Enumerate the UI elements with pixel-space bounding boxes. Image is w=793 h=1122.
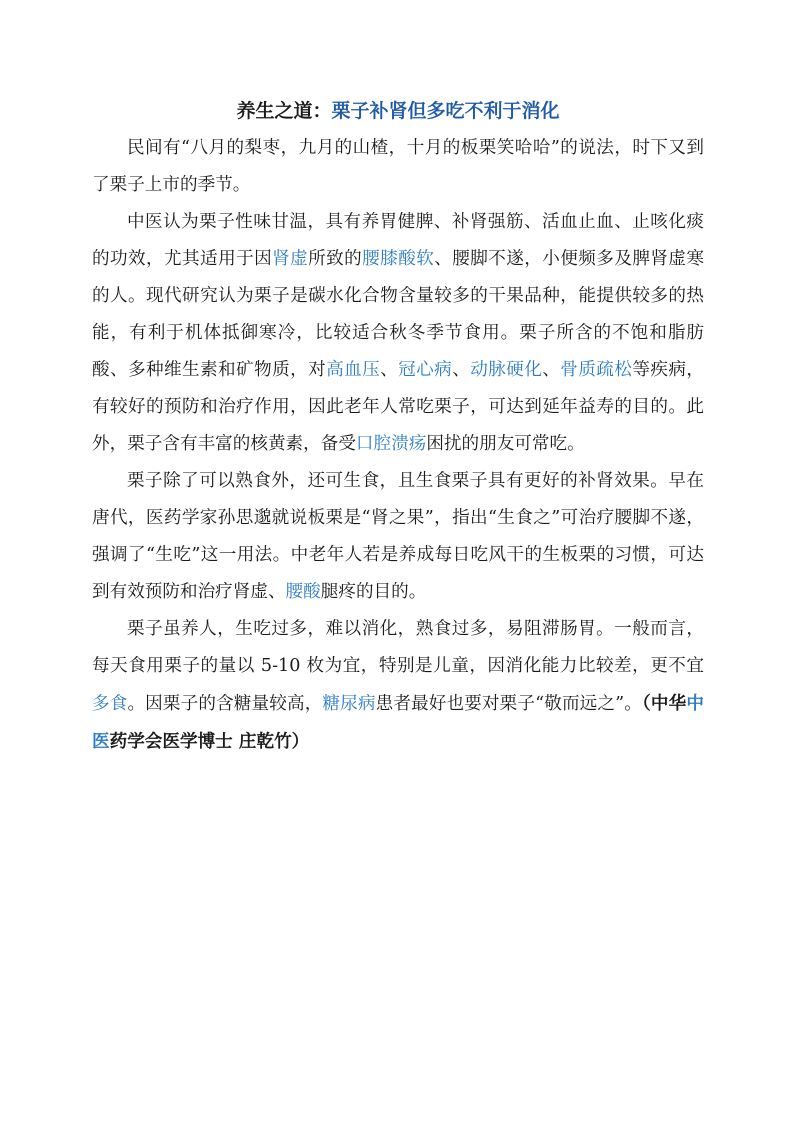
- paragraph: [92, 130, 704, 204]
- body-text: 所致的: [308, 249, 363, 269]
- body-text: 、腰脚不遂，小便频多及脾肾虚寒的人。现代研究认为栗子是碳水化合物含量较多的干果品种，能提供较多的热能，有利于机体抵御寒冷，比较适合秋冬季节食用。栗子所含的不饱和脂肪酸、多种维生素和矿物质，对: [92, 249, 704, 380]
- author-credit-text: 药学会医学博士 庄乾竹）: [109, 731, 310, 752]
- body-text: 等疾病，有较好的预防和治疗作用，因此老年人常吃栗子，可达到延年益寿的目的。此外，栗子含有丰富的核黄素，备受: [92, 360, 704, 454]
- article-body: [92, 130, 704, 761]
- keyword-link[interactable]: 腰膝酸软: [362, 249, 435, 269]
- body-text: 栗子虽养人，生吃过多，难以消化，熟食过多，易阻滞肠胃。一般而言，每天食用栗子的量以 5-10 枚为宜，特别是儿童，因消化能力比较差，更不宜: [92, 619, 704, 676]
- paragraph: [92, 463, 704, 611]
- body-text: 民间有“八月的梨枣，九月的山楂，十月的板栗笑哈哈”的说法，时下又到了栗子上市的季节。: [92, 138, 704, 195]
- keyword-link[interactable]: 腰酸: [285, 582, 321, 602]
- title-prefix: 养生之道：: [236, 100, 332, 122]
- author-credit-text: （中华: [641, 693, 687, 714]
- title-highlight: 栗子补肾但多吃不利于消化: [331, 100, 560, 122]
- body-text: 腿疼的目的。: [320, 582, 427, 602]
- keyword-link[interactable]: 糖尿病: [322, 694, 376, 714]
- keyword-link[interactable]: 口腔溃疡: [355, 434, 427, 454]
- keyword-link[interactable]: 中医: [92, 693, 704, 752]
- body-text: 栗子除了可以熟食外，还可生食，且生食栗子具有更好的补肾效果。早在唐代，医药学家孙思邈就说板栗是“肾之果”，指出“生食之”可治疗腰脚不遂，强调了“生吃”这一用法。中老年人若是养成每日吃风干的生板栗的习惯，可达到有效预防和治疗肾虚、: [92, 471, 704, 602]
- paragraph: [92, 204, 704, 463]
- body-text: 中医认为栗子性味甘温，具有养胃健脾、补肾强筋、活血止血、止咳化痰的功效，尤其适用于因: [92, 212, 704, 269]
- keyword-link[interactable]: 高血压: [326, 360, 381, 380]
- keyword-link[interactable]: 肾虚: [272, 249, 309, 269]
- article-title: [92, 92, 704, 130]
- document-page: [92, 92, 704, 761]
- keyword-link[interactable]: 骨质疏松: [560, 360, 633, 380]
- keyword-link[interactable]: 冠心病: [398, 360, 453, 380]
- body-text: 、: [380, 360, 399, 380]
- body-text: 。因栗子的含糖量较高，: [127, 694, 323, 714]
- keyword-link[interactable]: 多食: [92, 694, 128, 714]
- keyword-link[interactable]: 动脉硬化: [470, 360, 543, 380]
- paragraph: [92, 611, 704, 761]
- body-text: 患者最好也要对栗子“敬而远之”。: [375, 694, 642, 714]
- body-text: 困扰的朋友可常吃。: [426, 434, 585, 454]
- body-text: 、: [542, 360, 561, 380]
- body-text: 、: [452, 360, 471, 380]
